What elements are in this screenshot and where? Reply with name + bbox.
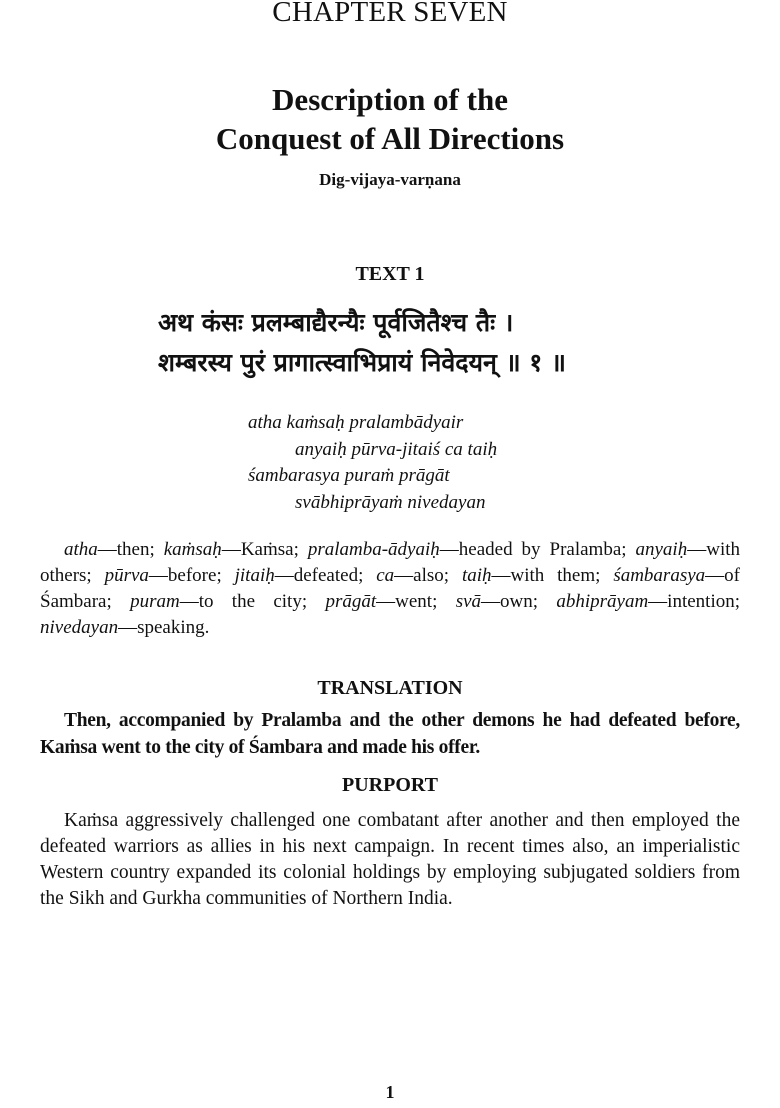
synonym-word: śambarasya xyxy=(613,565,706,586)
synonym-meaning: —then; xyxy=(97,539,164,560)
synonym-meaning: —went; xyxy=(376,591,456,612)
synonym-word: anyaiḥ xyxy=(635,539,688,560)
chapter-label: CHAPTER SEVEN xyxy=(272,0,508,28)
chapter-title-line-1: Description of the xyxy=(272,82,508,117)
synonym-word: jitaiḥ xyxy=(234,565,275,586)
translation-heading: TRANSLATION xyxy=(317,677,463,699)
synonym-meaning: —own; xyxy=(481,591,557,612)
synonym-word: kaṁsaḥ xyxy=(163,539,222,560)
transliteration-line: anyaiḥ pūrva-jitaiś ca taiḥ xyxy=(295,438,498,460)
text-number-heading: TEXT 1 xyxy=(355,263,425,285)
synonym-meaning: —Kaṁsa; xyxy=(221,539,308,560)
synonym-word: pūrva xyxy=(104,565,149,586)
synonym-word: ca xyxy=(376,565,395,586)
transliteration-line: svābhiprāyaṁ nivedayan xyxy=(295,491,486,513)
synonym-meaning: —to the city; xyxy=(179,591,326,612)
synonym-word: taiḥ xyxy=(461,565,492,586)
synonym-word: svā xyxy=(455,591,482,612)
transliteration-line: śambarasya puraṁ prāgāt xyxy=(248,465,450,486)
chapter-title xyxy=(0,80,780,158)
purport-heading: PURPORT xyxy=(342,774,438,796)
purport-body: Kaṁsa aggressively challenged one combatant after another and then employed the defeated warriors as allies in his next campaign. In recent times also, an imperialistic Western country expanded its colonial holdings by employing subjugated soldiers from the Sikh and Gurkha communities of Northern India. xyxy=(40,810,740,909)
synonym-word: abhiprāyam xyxy=(556,591,649,612)
synonym-word: puram xyxy=(130,591,180,612)
synonym-word: atha xyxy=(64,539,98,560)
devanagari-line: अथ कंसः प्रलम्बाद्यैरन्यैः पूर्वजितैश्च तैः । xyxy=(158,308,514,337)
synonym-meaning: —with others; xyxy=(40,539,740,586)
devanagari-verse xyxy=(158,303,658,383)
chapter-subtitle: Dig-vijaya-varṇana xyxy=(319,170,461,189)
transliteration-verse xyxy=(248,410,497,516)
synonym-word: nivedayan xyxy=(40,617,119,638)
synonym-meaning: —intention; xyxy=(648,591,740,612)
synonym-meaning: —defeated; xyxy=(274,565,377,586)
page-number: 1 xyxy=(385,1082,395,1102)
chapter-title-line-2: Conquest of All Directions xyxy=(215,121,565,156)
translation-body: Then, accompanied by Pralamba and the other demons he had defeated before, Kaṁsa went to the city of Śambara and made his offer. xyxy=(40,710,740,758)
synonym-word: pralamba-ādyaiḥ xyxy=(307,539,440,560)
synonym-meaning: —headed by Pralamba; xyxy=(439,539,636,560)
word-for-word-synonyms xyxy=(40,537,740,641)
synonym-meaning: —speaking. xyxy=(118,617,210,638)
transliteration-line: atha kaṁsaḥ pralambādyair xyxy=(248,412,464,433)
synonym-meaning: —of Śambara; xyxy=(40,565,740,612)
synonym-meaning: —also; xyxy=(394,565,462,586)
synonym-meaning: —before; xyxy=(148,565,235,586)
synonym-meaning: —with them; xyxy=(491,565,614,586)
devanagari-line: शम्बरस्य पुरं प्रागात्स्वाभिप्रायं निवेदयन् ॥ १ ॥ xyxy=(158,348,566,377)
synonym-word: prāgāt xyxy=(325,591,377,612)
